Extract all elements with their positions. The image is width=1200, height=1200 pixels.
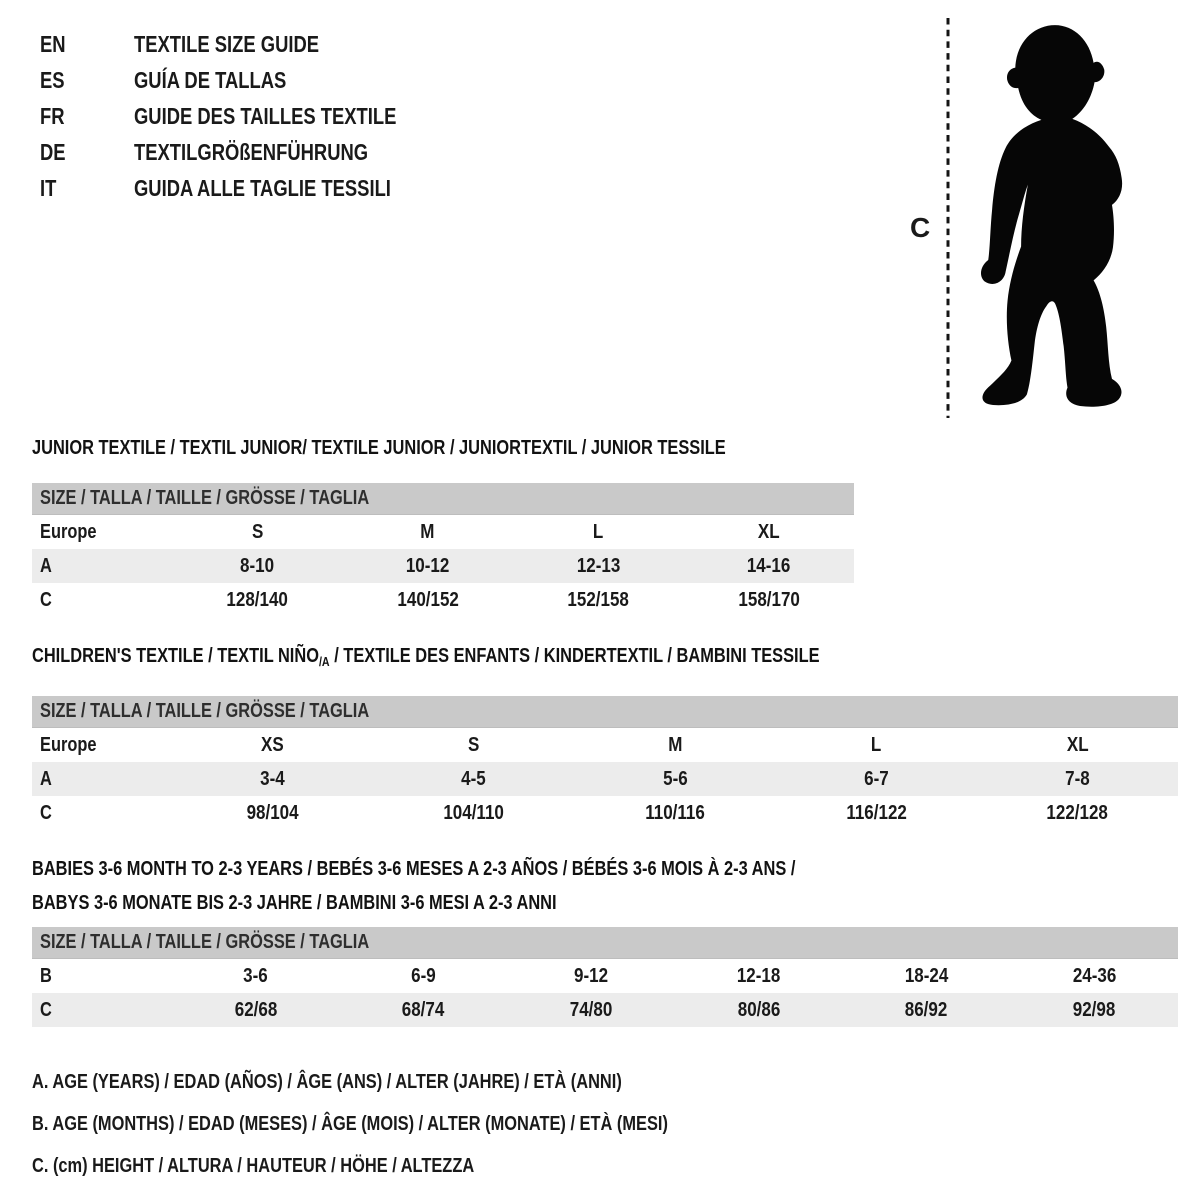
language-label: TEXTILGRÖßENFÜHRUNG <box>134 138 369 165</box>
language-label: GUIDE DES TAILLES TEXTILE <box>134 102 397 129</box>
section-heading <box>32 437 854 459</box>
table-cell: 5-6 <box>662 767 688 790</box>
table-cell: 10-12 <box>406 554 450 577</box>
table-cell: L <box>593 520 604 543</box>
table-cell: 9-12 <box>574 964 609 987</box>
size-header-bar: SIZE / TALLA / TAILLE / GRÖSSE / TAGLIA <box>32 696 1178 728</box>
section-heading-line: JUNIOR TEXTILE / TEXTIL JUNIOR/ TEXTILE JUNIOR / JUNIORTEXTIL / JUNIOR TESSILE <box>32 437 726 459</box>
size-table <box>32 728 1178 830</box>
row-label: A <box>40 767 52 790</box>
table-cell: L <box>871 733 882 756</box>
table-cell: 104/110 <box>443 801 505 824</box>
table-cell: M <box>420 520 435 543</box>
table-cell: S <box>468 733 480 756</box>
table-row <box>32 549 854 583</box>
size-table-section <box>32 437 854 617</box>
table-cell: 6-7 <box>863 767 889 790</box>
legend-row: A. AGE (YEARS) / EDAD (AÑOS) / ÂGE (ANS) / ALTER (JAHRE) / ETÀ (ANNI) <box>32 1071 622 1093</box>
height-measure-line <box>944 16 952 420</box>
table-cell: 140/152 <box>397 588 459 611</box>
size-table-section <box>32 852 1178 1027</box>
table-row <box>32 583 854 617</box>
table-cell: 6-9 <box>411 964 436 987</box>
section-heading-line: CHILDREN'S TEXTILE / TEXTIL $NIÑO_{/A}$ / TEXTILE DES ENFANTS / KINDERTEXTIL / BAMBINI TESSILE <box>32 645 820 669</box>
section-heading <box>32 645 1178 673</box>
language-code: DE <box>40 138 66 165</box>
table-cell: 4-5 <box>461 767 487 790</box>
language-list <box>40 26 462 206</box>
table-cell: XL <box>757 520 780 543</box>
language-label: GUIDA ALLE TAGLIE TESSILI <box>134 174 391 201</box>
baby-silhouette-icon <box>966 14 1140 420</box>
table-cell: XS <box>261 733 284 756</box>
table-cell: 98/104 <box>246 801 299 824</box>
row-label: A <box>40 554 52 577</box>
legend-row: B. AGE (MONTHS) / EDAD (MESES) / ÂGE (MOIS) / ALTER (MONATE) / ETÀ (MESI) <box>32 1113 668 1135</box>
legend <box>32 1061 808 1187</box>
table-cell: 74/80 <box>569 998 613 1021</box>
table-cell: 12-18 <box>737 964 781 987</box>
table-cell: 158/170 <box>738 588 800 611</box>
table-row <box>32 728 1178 762</box>
table-cell: 62/68 <box>234 998 278 1021</box>
language-row <box>40 134 462 170</box>
row-label: B <box>40 964 52 987</box>
table-cell: 122/128 <box>1046 801 1109 824</box>
row-label: C <box>40 998 52 1021</box>
table-cell: M <box>667 733 683 756</box>
language-row <box>40 26 462 62</box>
table-row <box>32 796 1178 830</box>
legend-row: C. (cm) HEIGHT / ALTURA / HAUTEUR / HÖHE / ALTEZZA <box>32 1155 475 1177</box>
size-header-bar: SIZE / TALLA / TAILLE / GRÖSSE / TAGLIA <box>32 927 1178 959</box>
language-label: GUÍA DE TALLAS <box>134 66 287 93</box>
table-row <box>32 515 854 549</box>
section-heading <box>32 852 1178 920</box>
table-cell: 14-16 <box>747 554 791 577</box>
language-row <box>40 62 462 98</box>
table-cell: 68/74 <box>402 998 445 1021</box>
table-cell: 116/122 <box>845 801 907 824</box>
language-label: TEXTILE SIZE GUIDE <box>134 30 320 57</box>
row-label: Europe <box>40 733 97 756</box>
language-code: EN <box>40 30 66 57</box>
size-table <box>32 515 854 617</box>
table-row <box>32 762 1178 796</box>
table-cell: 24-36 <box>1072 964 1116 987</box>
section-heading-line: BABIES 3-6 MONTH TO 2-3 YEARS / BEBÉS 3-6 MESES A 2-3 AÑOS / BÉBÉS 3-6 MOIS À 2-3 ANS / <box>32 858 796 880</box>
table-cell: 7-8 <box>1065 767 1090 790</box>
table-cell: 86/92 <box>905 998 948 1021</box>
height-measure-label: C <box>910 212 931 243</box>
table-cell: 8-10 <box>240 554 275 577</box>
row-label: C <box>40 801 52 824</box>
table-cell: 128/140 <box>226 588 288 611</box>
table-cell: 3-6 <box>243 964 269 987</box>
table-cell: 92/98 <box>1072 998 1116 1021</box>
language-code: ES <box>40 66 65 93</box>
table-cell: 18-24 <box>904 964 949 987</box>
language-code: IT <box>40 174 57 201</box>
row-label: Europe <box>40 520 97 543</box>
language-code: FR <box>40 102 65 129</box>
section-heading-line: BABYS 3-6 MONATE BIS 2-3 JAHRE / BAMBINI 3-6 MESI A 2-3 ANNI <box>32 892 557 914</box>
table-row <box>32 959 1178 993</box>
size-header-bar: SIZE / TALLA / TAILLE / GRÖSSE / TAGLIA <box>32 483 854 515</box>
table-cell: 12-13 <box>576 554 620 577</box>
size-table <box>32 959 1178 1027</box>
table-cell: 80/86 <box>737 998 781 1021</box>
table-row <box>32 993 1178 1027</box>
table-cell: 3-4 <box>260 767 285 790</box>
language-row <box>40 98 462 134</box>
language-row <box>40 170 462 206</box>
table-cell: 152/158 <box>567 588 629 611</box>
row-label: C <box>40 588 52 611</box>
table-cell: 110/116 <box>645 801 705 824</box>
size-table-section <box>32 645 1178 830</box>
table-cell: XL <box>1066 733 1089 756</box>
table-cell: S <box>251 520 263 543</box>
